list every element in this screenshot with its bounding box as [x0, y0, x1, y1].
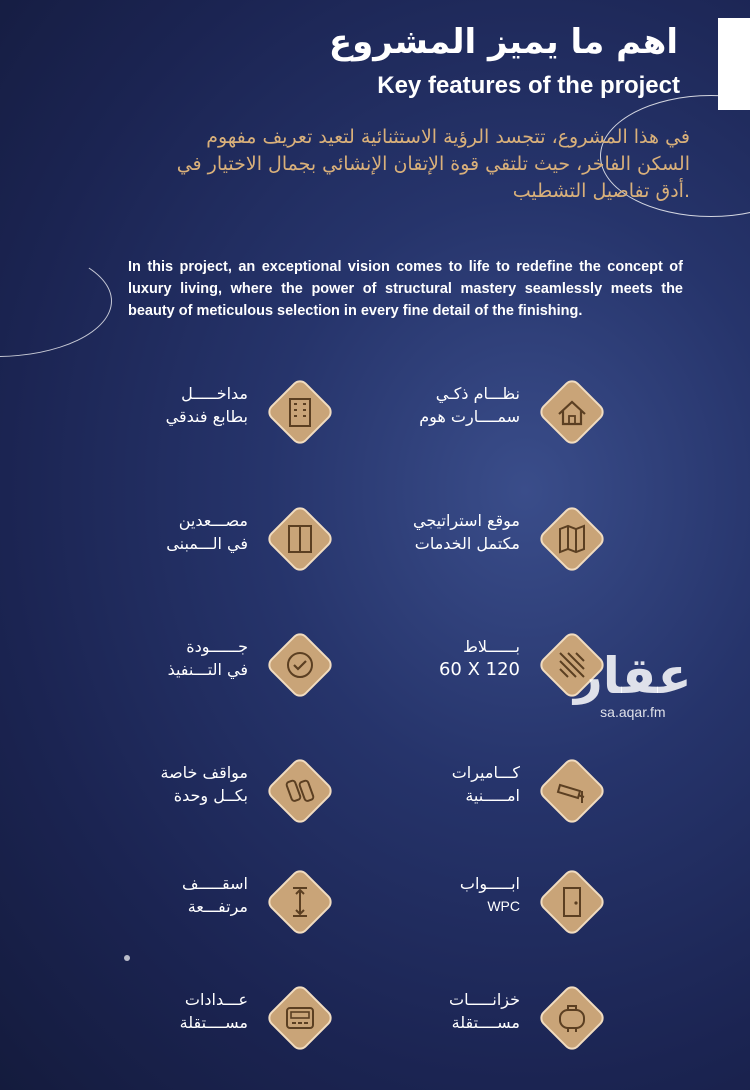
feature-line: موقع استراتيجي — [413, 511, 520, 530]
meter-icon — [260, 978, 340, 1058]
feature-quality — [0, 625, 340, 705]
feature-line: امـــــنية — [465, 786, 520, 805]
page-title-english: Key features of the project — [377, 72, 680, 99]
feature-line: 60 X 120 — [438, 659, 520, 680]
decorative-dot — [124, 955, 130, 961]
feature-hotel-entrances — [0, 372, 340, 452]
quality-badge-icon — [260, 625, 340, 705]
intro-arabic-line: السكن الفاخر، حيث تلتقي قوة الإتقان الإنشائي بجمال الاختيار في — [176, 153, 690, 175]
elevator-icon — [260, 499, 340, 579]
feature-line: في التـــنفيذ — [167, 660, 248, 679]
parking-icon — [260, 751, 340, 831]
feature-independent-meters — [0, 978, 340, 1058]
feature-line: مســــتقلة — [451, 1013, 520, 1032]
feature-line: مواقف خاصة — [160, 763, 248, 782]
aqar-logo: عقار — [574, 647, 692, 705]
feature-line: عـــدادات — [184, 990, 248, 1009]
feature-line: في الـــمبنى — [166, 534, 248, 553]
security-camera-icon — [532, 751, 612, 831]
feature-private-parking — [0, 751, 340, 831]
decorative-arc-left — [0, 245, 112, 357]
feature-line: مداخـــــل — [181, 384, 248, 403]
feature-line: مكتمل الخدمات — [414, 534, 520, 553]
map-icon — [532, 499, 612, 579]
feature-elevators — [0, 499, 340, 579]
feature-line: كـــاميرات — [451, 763, 520, 782]
aqar-watermark — [574, 648, 692, 720]
door-icon — [532, 862, 612, 942]
feature-line: مرتفـــعة — [187, 897, 248, 916]
feature-high-ceilings — [0, 862, 340, 942]
feature-line: اسقـــــف — [182, 874, 248, 893]
smart-home-icon — [532, 372, 612, 452]
water-tank-icon — [532, 978, 612, 1058]
page-title-arabic: اهم ما يميز المشروع — [328, 22, 678, 62]
feature-line: ابـــــواب — [459, 874, 520, 893]
feature-line: جــــــودة — [186, 637, 248, 656]
intro-english: In this project, an exceptional vision comes to life to redefine the concept of luxury living, where the power of structural mastery seamlessly meets the beauty of meticulous selection in every fine detail of the finishing. — [128, 259, 683, 319]
feature-line: بــــــلاط — [463, 637, 520, 656]
intro-arabic-line: في هذا المشروع، تتجسد الرؤية الاستثنائية لتعيد تعريف مفهوم — [206, 126, 690, 148]
feature-line: سمــــارت هوم — [419, 407, 520, 426]
feature-line: نظـــام ذكـي — [435, 384, 520, 403]
building-icon — [260, 372, 340, 452]
feature-line: مصـــعدين — [178, 511, 248, 530]
feature-line: خزانـــــات — [449, 990, 520, 1009]
feature-line: WPC — [487, 898, 520, 914]
ceiling-height-icon — [260, 862, 340, 942]
intro-arabic-line: .أدق تفاصيل التشطيب — [512, 180, 690, 202]
feature-line: بكــل وحدة — [173, 786, 248, 805]
intro-arabic — [80, 124, 690, 205]
feature-line: بطابع فندقي — [165, 407, 248, 426]
feature-line: مســــتقلة — [179, 1013, 248, 1032]
aqar-url: sa.aqar.fm — [600, 704, 666, 720]
